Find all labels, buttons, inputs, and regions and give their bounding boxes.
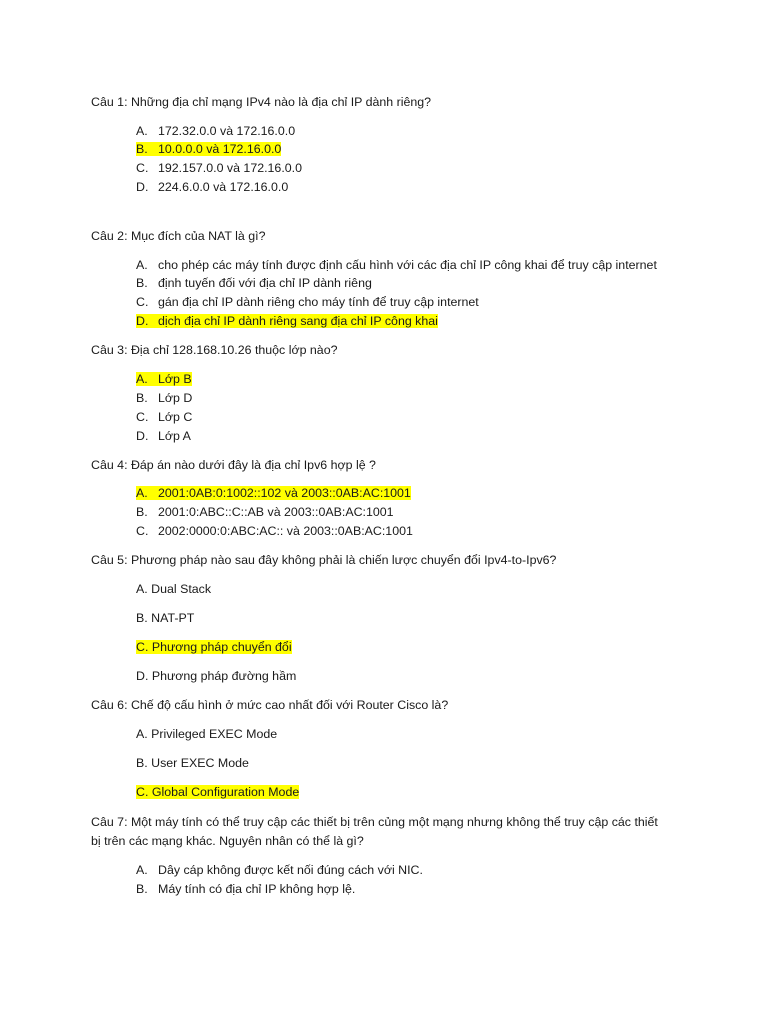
q1-option-a: A. 172.32.0.0 và 172.16.0.0 <box>136 124 296 138</box>
question-2: Câu 2: Mục đích của NAT là gì? <box>91 229 266 243</box>
q6-option-a: A. Privileged EXEC Mode <box>136 727 278 741</box>
q3-option-b: B. Lớp D <box>136 391 193 405</box>
q4-option-a-answer: A. 2001:0AB:0:1002::102 và 2003::0AB:AC:1001 <box>136 486 411 500</box>
q4-option-b: B. 2001:0:ABC::C::AB và 2003::0AB:AC:1001 <box>136 505 394 519</box>
q2-option-a: A. cho phép các máy tính được định cấu hình với các địa chỉ IP công khai để truy cập internet <box>136 258 657 272</box>
q1-option-b-answer: B. 10.0.0.0 và 172.16.0.0 <box>136 142 282 156</box>
q5-option-a: A. Dual Stack <box>136 582 212 596</box>
q7-option-a: A. Dây cáp không được kết nối đúng cách với NIC. <box>136 863 423 877</box>
q6-option-c-answer: C. Global Configuration Mode <box>136 785 300 799</box>
q6-option-b: B. User EXEC Mode <box>136 756 249 770</box>
q2-option-b: B. định tuyến đối với địa chỉ IP dành riêng <box>136 276 372 290</box>
q3-option-d: D. Lớp A <box>136 429 191 443</box>
q3-option-a-answer: A. Lớp B <box>136 372 192 386</box>
question-4: Câu 4: Đáp án nào dưới đây là địa chỉ Ipv6 hợp lệ ? <box>91 458 376 472</box>
question-6: Câu 6: Chế độ cấu hình ở mức cao nhất đối với Router Cisco là? <box>91 698 449 712</box>
q7-option-b: B. Máy tính có địa chỉ IP không hợp lệ. <box>136 882 356 896</box>
q1-option-c: C. 192.157.0.0 và 172.16.0.0 <box>136 161 302 175</box>
q5-option-b: B. NAT-PT <box>136 611 195 625</box>
q4-option-c: C. 2002:0000:0:ABC:AC:: và 2003::0AB:AC:1001 <box>136 524 413 538</box>
q5-option-c-answer: C. Phương pháp chuyển đổi <box>136 640 292 654</box>
q3-option-c: C. Lớp C <box>136 410 193 424</box>
q5-option-d: D. Phương pháp đường hầm <box>136 669 297 683</box>
question-1: Câu 1: Những địa chỉ mạng IPv4 nào là địa chỉ IP dành riêng? <box>91 95 432 109</box>
question-3: Câu 3: Địa chỉ 128.168.10.26 thuộc lớp nào? <box>91 343 338 357</box>
question-7-line-2: bị trên các mạng khác. Nguyên nhân có thể là gì? <box>91 834 364 848</box>
question-7-line-1: Câu 7: Một máy tính có thể truy cập các thiết bị trên củng một mạng nhưng không thể truy cập các thiết <box>91 815 658 829</box>
q1-option-d: D. 224.6.0.0 và 172.16.0.0 <box>136 180 289 194</box>
question-5: Câu 5: Phương pháp nào sau đây không phải là chiến lược chuyển đổi Ipv4-to-Ipv6? <box>91 553 557 567</box>
q2-option-c: C. gán địa chỉ IP dành riêng cho máy tính để truy cập internet <box>136 295 479 309</box>
q2-option-d-answer: D. dịch địa chỉ IP dành riêng sang địa chỉ IP công khai <box>136 314 438 328</box>
